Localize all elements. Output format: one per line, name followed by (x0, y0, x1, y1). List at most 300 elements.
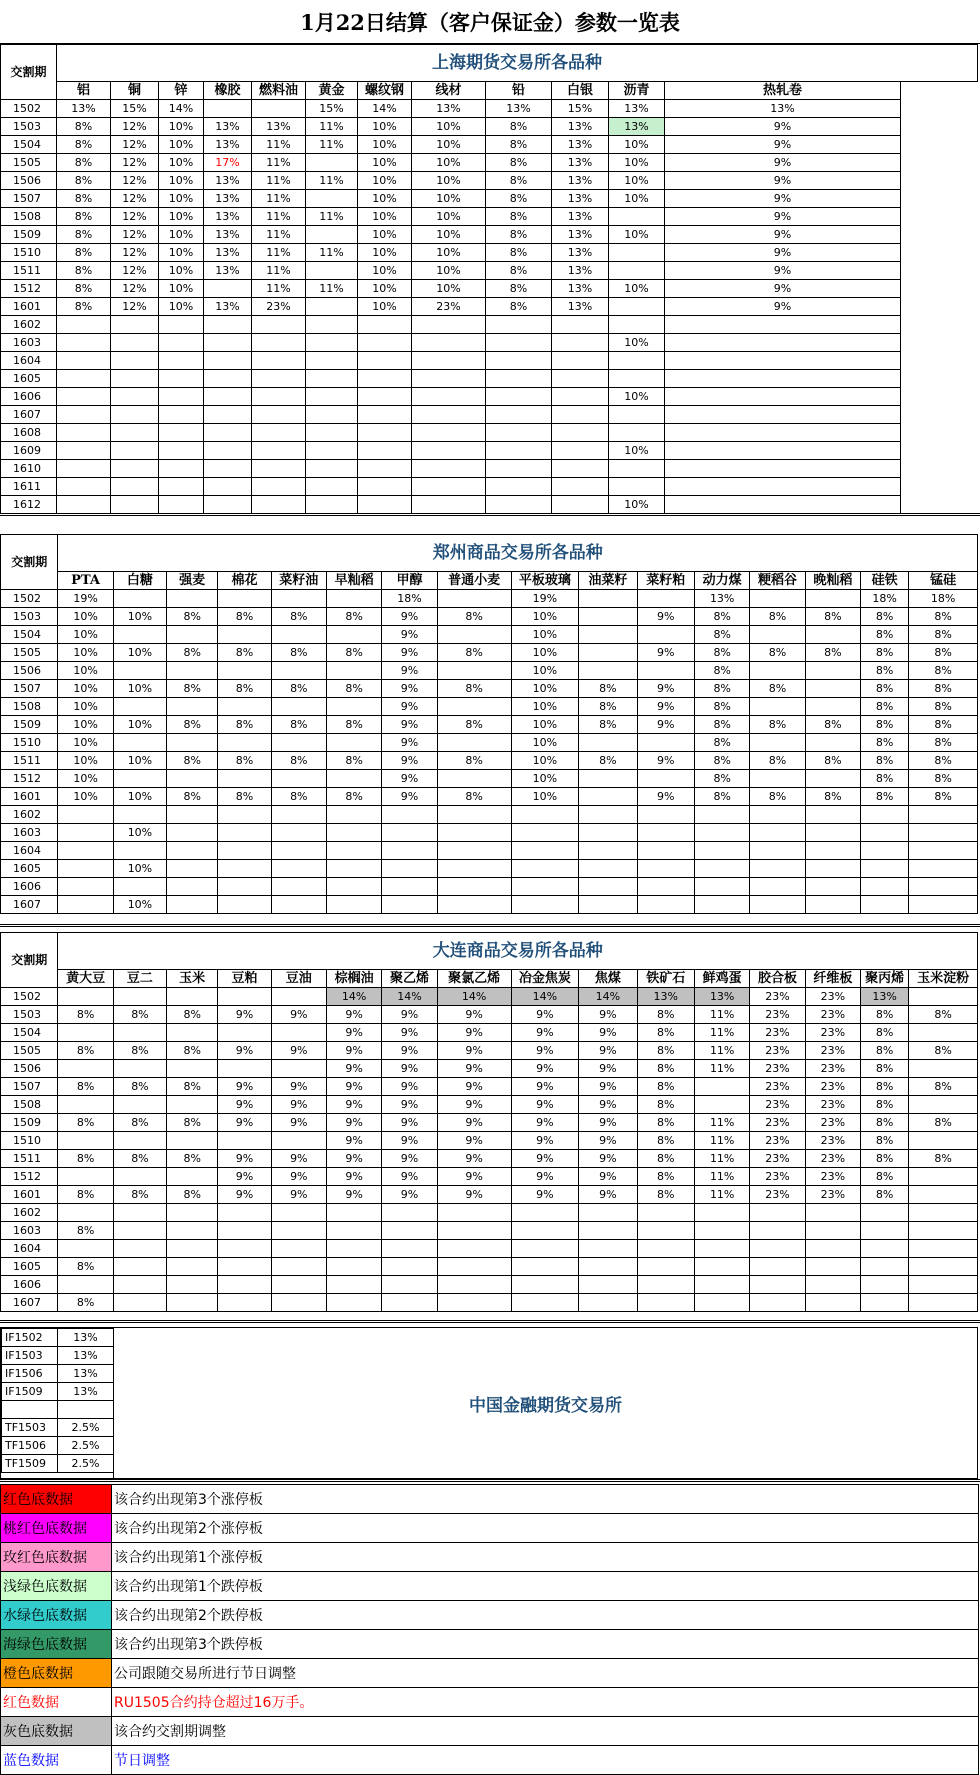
margin-cell (909, 1186, 978, 1204)
table-row (1, 100, 978, 118)
margin-cell (805, 842, 860, 860)
table-row (1, 1132, 978, 1150)
margin-cell (159, 388, 204, 406)
empty-cell (901, 226, 978, 244)
margin-cell (694, 860, 749, 878)
margin-cell: 8% (861, 608, 909, 626)
margin-cell (609, 298, 665, 316)
margin-cell (486, 442, 552, 460)
margin-cell: 9% (511, 1042, 579, 1060)
margin-cell: 10% (58, 644, 113, 662)
margin-cell (579, 734, 637, 752)
margin-cell: 8% (218, 788, 271, 806)
margin-cell (326, 878, 381, 896)
margin-cell (58, 1132, 113, 1150)
margin-cell (218, 1240, 271, 1258)
legend-row (1, 1688, 979, 1717)
period-cell: 1506 (1, 662, 58, 680)
margin-cell (167, 1060, 218, 1078)
margin-cell (909, 1222, 978, 1240)
margin-cell: 12% (111, 208, 159, 226)
period-cell: 1606 (1, 388, 57, 406)
margin-cell (167, 1168, 218, 1186)
margin-cell (113, 1024, 166, 1042)
margin-cell: 8% (113, 1042, 166, 1060)
margin-cell: 8% (167, 680, 218, 698)
margin-cell (609, 406, 665, 424)
margin-cell: 8% (750, 788, 805, 806)
margin-cell: 8% (57, 280, 111, 298)
margin-cell (437, 896, 511, 914)
period-cell: 1602 (1, 806, 58, 824)
margin-cell (637, 1240, 694, 1258)
margin-cell: 10% (358, 262, 412, 280)
margin-cell: 8% (861, 770, 909, 788)
margin-cell: 10% (58, 716, 113, 734)
margin-cell: 10% (412, 262, 486, 280)
margin-cell: 8% (750, 752, 805, 770)
margin-cell (579, 644, 637, 662)
empty-cell (901, 82, 978, 100)
period-cell: 1603 (1, 1222, 58, 1240)
margin-cell (637, 1222, 694, 1240)
margin-cell: 10% (358, 190, 412, 208)
period-cell: 1509 (1, 226, 57, 244)
margin-cell (750, 590, 805, 608)
margin-cell: 8% (694, 734, 749, 752)
margin-cell: 10% (159, 262, 204, 280)
margin-cell: 8% (861, 698, 909, 716)
margin-cell: 8% (57, 190, 111, 208)
margin-cell (271, 770, 326, 788)
margin-cell (579, 1276, 637, 1294)
margin-cell (665, 442, 901, 460)
margin-cell (805, 860, 860, 878)
margin-cell: 8% (437, 644, 511, 662)
table-row (1, 1078, 978, 1096)
margin-cell (218, 1204, 271, 1222)
margin-cell (511, 1258, 579, 1276)
margin-cell (159, 442, 204, 460)
margin-cell: 8% (694, 770, 749, 788)
margin-cell: 8% (167, 716, 218, 734)
period-cell: 1507 (1, 680, 58, 698)
margin-cell (271, 1204, 326, 1222)
product-header: 螺纹钢 (358, 82, 412, 100)
margin-cell (694, 1294, 749, 1312)
legend-swatch: 浅绿色底数据 (1, 1572, 112, 1601)
margin-cell: 8% (58, 1114, 113, 1132)
margin-cell: 8% (58, 1078, 113, 1096)
margin-cell (805, 680, 860, 698)
margin-cell (218, 590, 271, 608)
margin-cell: 8% (58, 1222, 113, 1240)
margin-cell (750, 1294, 805, 1312)
margin-cell (271, 734, 326, 752)
margin-cell: 9% (271, 1150, 326, 1168)
empty-cell (901, 424, 978, 442)
margin-cell (167, 626, 218, 644)
margin-cell: 9% (382, 734, 437, 752)
margin-cell (437, 626, 511, 644)
margin-cell (750, 770, 805, 788)
margin-cell (218, 1276, 271, 1294)
margin-cell (637, 824, 694, 842)
margin-cell (306, 496, 358, 514)
margin-cell (665, 370, 901, 388)
table-row (1, 334, 978, 352)
margin-cell: 8% (167, 788, 218, 806)
margin-cell: 9% (382, 1168, 437, 1186)
margin-cell: 8% (218, 680, 271, 698)
margin-cell (665, 478, 901, 496)
margin-cell (113, 806, 166, 824)
margin-cell (358, 316, 412, 334)
table-row (1, 406, 978, 424)
margin-cell (909, 1294, 978, 1312)
section-divider (0, 1320, 980, 1323)
margin-cell: 8% (637, 1150, 694, 1168)
margin-cell (111, 496, 159, 514)
margin-cell (159, 406, 204, 424)
margin-cell (159, 496, 204, 514)
margin-cell: 23% (750, 1060, 805, 1078)
period-cell: 1608 (1, 424, 57, 442)
margin-cell (694, 1258, 749, 1276)
margin-cell (111, 370, 159, 388)
margin-cell: 8% (694, 680, 749, 698)
margin-cell: 8% (861, 1150, 909, 1168)
margin-cell: 9% (271, 1186, 326, 1204)
margin-cell: 9% (382, 1150, 437, 1168)
empty-cell (901, 280, 978, 298)
margin-cell (218, 1060, 271, 1078)
margin-cell: 2.5% (58, 1437, 114, 1455)
table-row (1, 662, 978, 680)
contract-cell: IF1503 (2, 1347, 58, 1365)
margin-cell: 10% (511, 788, 579, 806)
margin-cell: 11% (694, 1060, 749, 1078)
table-row (1, 1204, 978, 1222)
margin-cell: 8% (271, 644, 326, 662)
margin-cell (637, 1276, 694, 1294)
product-header: 胶合板 (750, 970, 805, 988)
margin-cell: 10% (609, 190, 665, 208)
margin-cell (218, 1024, 271, 1042)
margin-cell: 8% (694, 752, 749, 770)
margin-cell: 9% (437, 1006, 511, 1024)
margin-cell (204, 388, 252, 406)
margin-cell: 8% (909, 770, 978, 788)
product-header: 棉花 (218, 572, 271, 590)
period-cell: 1502 (1, 590, 58, 608)
margin-cell: 8% (861, 1042, 909, 1060)
legend-row (1, 1543, 979, 1572)
table-row (1, 388, 978, 406)
legend-description: 该合约出现第2个涨停板 (112, 1514, 979, 1543)
product-header: 豆油 (271, 970, 326, 988)
product-header: 锰硅 (909, 572, 978, 590)
margin-cell (113, 662, 166, 680)
margin-cell (861, 1258, 909, 1276)
margin-cell (159, 352, 204, 370)
margin-cell (437, 1204, 511, 1222)
margin-cell (252, 442, 306, 460)
margin-cell: 10% (412, 190, 486, 208)
margin-cell (861, 1294, 909, 1312)
margin-cell: 23% (805, 1060, 860, 1078)
table-row (1, 608, 978, 626)
table-row (1, 172, 978, 190)
margin-cell: 8% (861, 680, 909, 698)
margin-cell (167, 806, 218, 824)
margin-cell (511, 842, 579, 860)
margin-cell: 8% (909, 608, 978, 626)
product-header: 棕榈油 (326, 970, 381, 988)
margin-cell: 14% (382, 988, 437, 1006)
table-row (1, 1060, 978, 1078)
margin-cell: 10% (412, 118, 486, 136)
margin-cell: 8% (637, 1060, 694, 1078)
table-row (1, 590, 978, 608)
period-cell: 1601 (1, 1186, 58, 1204)
product-header: 聚乙烯 (382, 970, 437, 988)
margin-cell: 10% (58, 608, 113, 626)
margin-cell (609, 424, 665, 442)
margin-cell: 15% (306, 100, 358, 118)
table-row (1, 644, 978, 662)
margin-cell (861, 842, 909, 860)
empty-cell (901, 478, 978, 496)
period-cell: 1509 (1, 1114, 58, 1132)
margin-cell (412, 496, 486, 514)
margin-cell (306, 406, 358, 424)
margin-cell: 9% (437, 1186, 511, 1204)
margin-cell: 9% (437, 1042, 511, 1060)
margin-cell (750, 1204, 805, 1222)
empty-cell (901, 370, 978, 388)
margin-cell: 10% (358, 172, 412, 190)
margin-cell (909, 1060, 978, 1078)
margin-cell (113, 1132, 166, 1150)
margin-cell: 13% (58, 1365, 114, 1383)
margin-cell: 9% (579, 1132, 637, 1150)
margin-cell (750, 1240, 805, 1258)
margin-cell: 13% (204, 118, 252, 136)
margin-cell (805, 662, 860, 680)
margin-cell: 13% (204, 190, 252, 208)
margin-cell (750, 1222, 805, 1240)
period-cell: 1502 (1, 988, 58, 1006)
period-cell: 1511 (1, 1150, 58, 1168)
margin-cell (750, 1276, 805, 1294)
margin-cell: 10% (609, 442, 665, 460)
margin-cell: 9% (218, 1078, 271, 1096)
margin-cell (437, 842, 511, 860)
margin-cell: 9% (437, 1024, 511, 1042)
table-row (1, 460, 978, 478)
table-row (1, 1024, 978, 1042)
margin-cell: 10% (358, 136, 412, 154)
margin-cell: 9% (665, 172, 901, 190)
margin-cell (204, 370, 252, 388)
margin-cell: 14% (159, 100, 204, 118)
margin-cell: 10% (358, 208, 412, 226)
margin-cell: 8% (486, 208, 552, 226)
margin-cell (665, 388, 901, 406)
margin-cell: 9% (579, 1024, 637, 1042)
legend-row (1, 1485, 979, 1514)
margin-cell: 10% (159, 244, 204, 262)
margin-cell: 8% (909, 788, 978, 806)
margin-cell: 9% (665, 190, 901, 208)
margin-cell: 9% (665, 136, 901, 154)
margin-cell: 9% (382, 1024, 437, 1042)
margin-cell: 13% (552, 208, 609, 226)
margin-cell (57, 388, 111, 406)
margin-cell: 9% (271, 1042, 326, 1060)
contract-cell: TF1506 (2, 1437, 58, 1455)
margin-cell: 8% (861, 716, 909, 734)
margin-cell (204, 442, 252, 460)
margin-cell: 11% (306, 244, 358, 262)
product-header: 晚籼稻 (805, 572, 860, 590)
margin-cell: 9% (326, 1114, 381, 1132)
margin-cell: 10% (159, 172, 204, 190)
margin-cell (306, 460, 358, 478)
margin-cell: 23% (805, 1006, 860, 1024)
margin-cell: 10% (113, 752, 166, 770)
margin-cell (486, 352, 552, 370)
margin-cell: 8% (694, 716, 749, 734)
margin-cell (909, 824, 978, 842)
margin-cell (805, 1294, 860, 1312)
period-cell: 1504 (1, 136, 57, 154)
margin-cell (58, 842, 113, 860)
margin-cell: 8% (750, 716, 805, 734)
margin-cell (665, 406, 901, 424)
product-header: 粳稻谷 (750, 572, 805, 590)
margin-cell (358, 424, 412, 442)
margin-cell: 8% (861, 1024, 909, 1042)
margin-cell: 8% (861, 644, 909, 662)
product-header: 燃料油 (252, 82, 306, 100)
margin-cell (486, 496, 552, 514)
empty-cell (901, 172, 978, 190)
margin-cell: 9% (326, 1060, 381, 1078)
margin-cell (358, 406, 412, 424)
margin-cell (579, 842, 637, 860)
margin-cell (909, 1276, 978, 1294)
margin-cell: 2.5% (58, 1419, 114, 1437)
margin-cell: 9% (665, 244, 901, 262)
cffex-section (0, 1327, 978, 1479)
margin-cell: 8% (486, 244, 552, 262)
margin-cell (204, 316, 252, 334)
margin-cell: 8% (57, 208, 111, 226)
empty-cell (901, 190, 978, 208)
margin-cell: 11% (694, 1132, 749, 1150)
margin-cell (382, 1258, 437, 1276)
margin-cell (437, 1258, 511, 1276)
margin-cell (306, 442, 358, 460)
margin-cell: 9% (382, 770, 437, 788)
margin-cell (909, 842, 978, 860)
margin-cell (861, 806, 909, 824)
table-row (1, 154, 978, 172)
margin-cell (57, 478, 111, 496)
margin-cell: 8% (167, 1078, 218, 1096)
margin-cell: 9% (437, 1114, 511, 1132)
margin-cell: 10% (511, 716, 579, 734)
margin-cell (252, 316, 306, 334)
margin-cell (58, 1204, 113, 1222)
legend-row (1, 1572, 979, 1601)
margin-cell (358, 388, 412, 406)
margin-cell (861, 860, 909, 878)
margin-cell (579, 806, 637, 824)
margin-cell: 8% (218, 644, 271, 662)
margin-cell (486, 424, 552, 442)
margin-cell: 9% (665, 208, 901, 226)
margin-cell: 8% (113, 1186, 166, 1204)
margin-cell: 8% (637, 1132, 694, 1150)
margin-cell: 9% (511, 1060, 579, 1078)
margin-cell: 9% (218, 1150, 271, 1168)
margin-cell: 9% (382, 752, 437, 770)
margin-cell: 9% (271, 1078, 326, 1096)
margin-cell (579, 770, 637, 788)
margin-cell (552, 460, 609, 478)
margin-cell (167, 1204, 218, 1222)
margin-cell (805, 1276, 860, 1294)
margin-cell (861, 1276, 909, 1294)
margin-cell (805, 1222, 860, 1240)
empty-cell (901, 154, 978, 172)
margin-cell: 8% (58, 1006, 113, 1024)
margin-cell: 8% (861, 1186, 909, 1204)
margin-cell: 23% (412, 298, 486, 316)
margin-cell (58, 878, 113, 896)
margin-cell (358, 478, 412, 496)
margin-cell: 9% (326, 1042, 381, 1060)
margin-cell (167, 1024, 218, 1042)
margin-cell: 10% (412, 154, 486, 172)
margin-cell: 8% (861, 1006, 909, 1024)
margin-cell (382, 1222, 437, 1240)
margin-cell (58, 896, 113, 914)
margin-cell: 8% (57, 118, 111, 136)
margin-cell (694, 1078, 749, 1096)
margin-cell (204, 352, 252, 370)
margin-cell (552, 352, 609, 370)
margin-cell: 9% (437, 1132, 511, 1150)
table-row (1, 752, 978, 770)
margin-cell: 8% (909, 662, 978, 680)
margin-cell (609, 478, 665, 496)
margin-cell: 8% (271, 608, 326, 626)
margin-cell: 10% (511, 734, 579, 752)
margin-cell (609, 460, 665, 478)
margin-cell: 13% (552, 190, 609, 208)
margin-cell (113, 1222, 166, 1240)
margin-cell (271, 860, 326, 878)
margin-cell: 9% (637, 608, 694, 626)
margin-cell: 12% (111, 154, 159, 172)
margin-cell: 11% (306, 280, 358, 298)
margin-cell: 8% (437, 752, 511, 770)
margin-cell (412, 460, 486, 478)
